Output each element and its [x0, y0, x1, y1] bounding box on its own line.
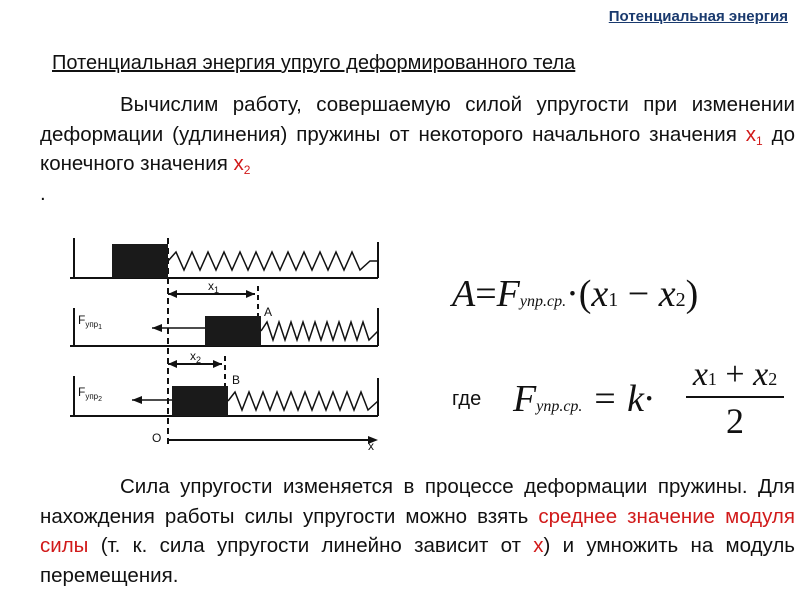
force2-label: $F_{упр}2$: [78, 385, 103, 403]
average-force-formula: Fупр.ср. = k·: [513, 378, 654, 420]
section-title: Потенциальная энергия: [608, 8, 788, 25]
force1-label: $F_{упр}1$: [78, 313, 103, 331]
fraction-numerator: x1 + x2: [692, 356, 778, 393]
where-label: где: [452, 388, 482, 410]
intro-text: Вычислим работу, совершаемую силой упругости при изменении деформации (удлинения) пружины от некоторого начального значения: [40, 93, 795, 146]
origin-label: O: [152, 431, 162, 445]
slide-subtitle: Потенциальная энергия упруго деформированного тела: [52, 52, 576, 74]
intro-paragraph: [40, 90, 795, 209]
block-rest: [112, 244, 168, 278]
point-a-label: A: [264, 305, 273, 319]
conclusion-text: Сила упругости изменяется в процессе деформации пружины. Для нахождения работы силы упругости можно взять: [40, 475, 795, 528]
fraction-bar: [686, 396, 784, 398]
intro-text-end: .: [40, 182, 46, 206]
x-variable: x: [533, 534, 544, 558]
fraction-denominator: 2: [726, 401, 744, 441]
x2-label: $x_2$: [190, 349, 202, 365]
block-stretched-b: [172, 386, 228, 416]
conclusion-text-2: (т. к. сила упругости линейно зависит от: [88, 534, 534, 558]
work-formula: A=Fупр.ср.·(x1 − x2): [452, 273, 699, 315]
x1-variable: x1: [745, 122, 763, 148]
conclusion-paragraph: [40, 472, 795, 591]
intro-text-middle: до конечного значения: [40, 122, 795, 176]
conclusion-text-3: ) и умножить на модуль перемещения.: [40, 534, 795, 588]
x1-label: $x_1$: [208, 279, 220, 295]
point-b-label: B: [232, 373, 241, 387]
average-force-fraction: [680, 356, 790, 442]
block-stretched-a: [205, 316, 261, 346]
x-axis-label: x: [368, 439, 374, 450]
spring-diagram: [60, 228, 390, 450]
highlight-average-force: среднее значение модуля силы: [40, 504, 795, 558]
x2-variable: x2: [233, 152, 251, 178]
